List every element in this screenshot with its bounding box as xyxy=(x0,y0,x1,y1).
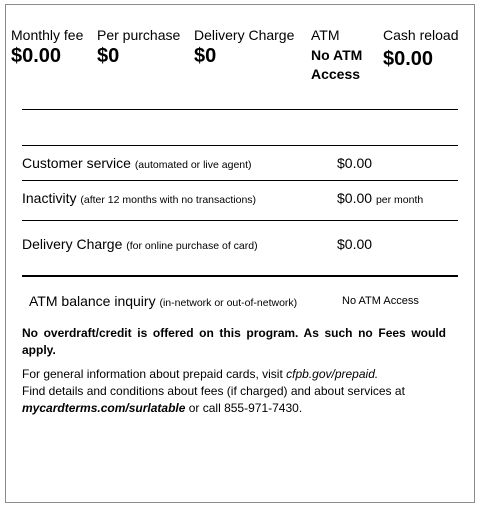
divider xyxy=(22,109,458,110)
header-value-cash-reload: $0.00 xyxy=(383,48,434,70)
divider xyxy=(22,180,458,181)
row-qualifier: (for online purchase of card) xyxy=(126,240,258,252)
row-label-atm-balance-inquiry xyxy=(29,293,297,309)
mycardterms-link[interactable]: mycardterms.com/surlatable xyxy=(22,401,186,415)
row-label-text: ATM balance inquiry xyxy=(29,293,156,309)
row-value-customer-service: $0.00 xyxy=(337,155,373,171)
row-label-customer-service xyxy=(22,155,252,171)
header-value-atm-line-2: Access xyxy=(311,66,361,82)
row-label-delivery-charge xyxy=(22,236,258,252)
header-value-atm-line-1: No ATM xyxy=(311,47,363,63)
header-label-per-purchase: Per purchase xyxy=(97,27,181,43)
row-label-text: Inactivity xyxy=(22,190,77,206)
row-value-unit: per month xyxy=(375,194,424,206)
info-text: For general information about prepaid cards, visit xyxy=(22,367,287,381)
row-qualifier: (after 12 months with no transactions) xyxy=(80,194,257,206)
fee-disclosure-card xyxy=(5,4,475,503)
header-value-atm xyxy=(311,46,362,84)
row-value-text: $0.00 xyxy=(337,190,373,206)
header-value-per-purchase: $0 xyxy=(97,45,120,67)
info-text: Find details and conditions about fees (if charged) and about services at xyxy=(22,384,405,398)
cfpb-link[interactable]: cfpb.gov/prepaid. xyxy=(286,367,379,381)
divider xyxy=(22,145,458,146)
header-label-monthly-fee: Monthly fee xyxy=(11,27,84,43)
header-label-cash-reload: Cash reload xyxy=(383,27,459,43)
row-value-inactivity xyxy=(337,190,423,206)
row-qualifier: (in-network or out-of-network) xyxy=(159,297,298,309)
row-label-text: Customer service xyxy=(22,155,131,171)
row-value-delivery-charge: $0.00 xyxy=(337,236,373,252)
row-value-atm-balance-inquiry: No ATM Access xyxy=(342,295,419,307)
header-value-monthly-fee: $0.00 xyxy=(11,45,62,67)
header-value-delivery-charge: $0 xyxy=(194,45,217,67)
divider-thick xyxy=(22,275,458,277)
header-label-delivery-charge: Delivery Charge xyxy=(194,27,295,43)
row-label-text: Delivery Charge xyxy=(22,236,123,252)
row-qualifier: (automated or live agent) xyxy=(134,159,252,171)
info-text: or call 855-971-7430. xyxy=(185,401,303,415)
info-paragraph xyxy=(22,366,446,417)
divider xyxy=(22,220,458,221)
header-label-atm: ATM xyxy=(311,27,340,43)
no-overdraft-notice: No overdraft/credit is offered on this program. As such no Fees would apply. xyxy=(22,326,446,357)
row-label-inactivity xyxy=(22,190,256,206)
